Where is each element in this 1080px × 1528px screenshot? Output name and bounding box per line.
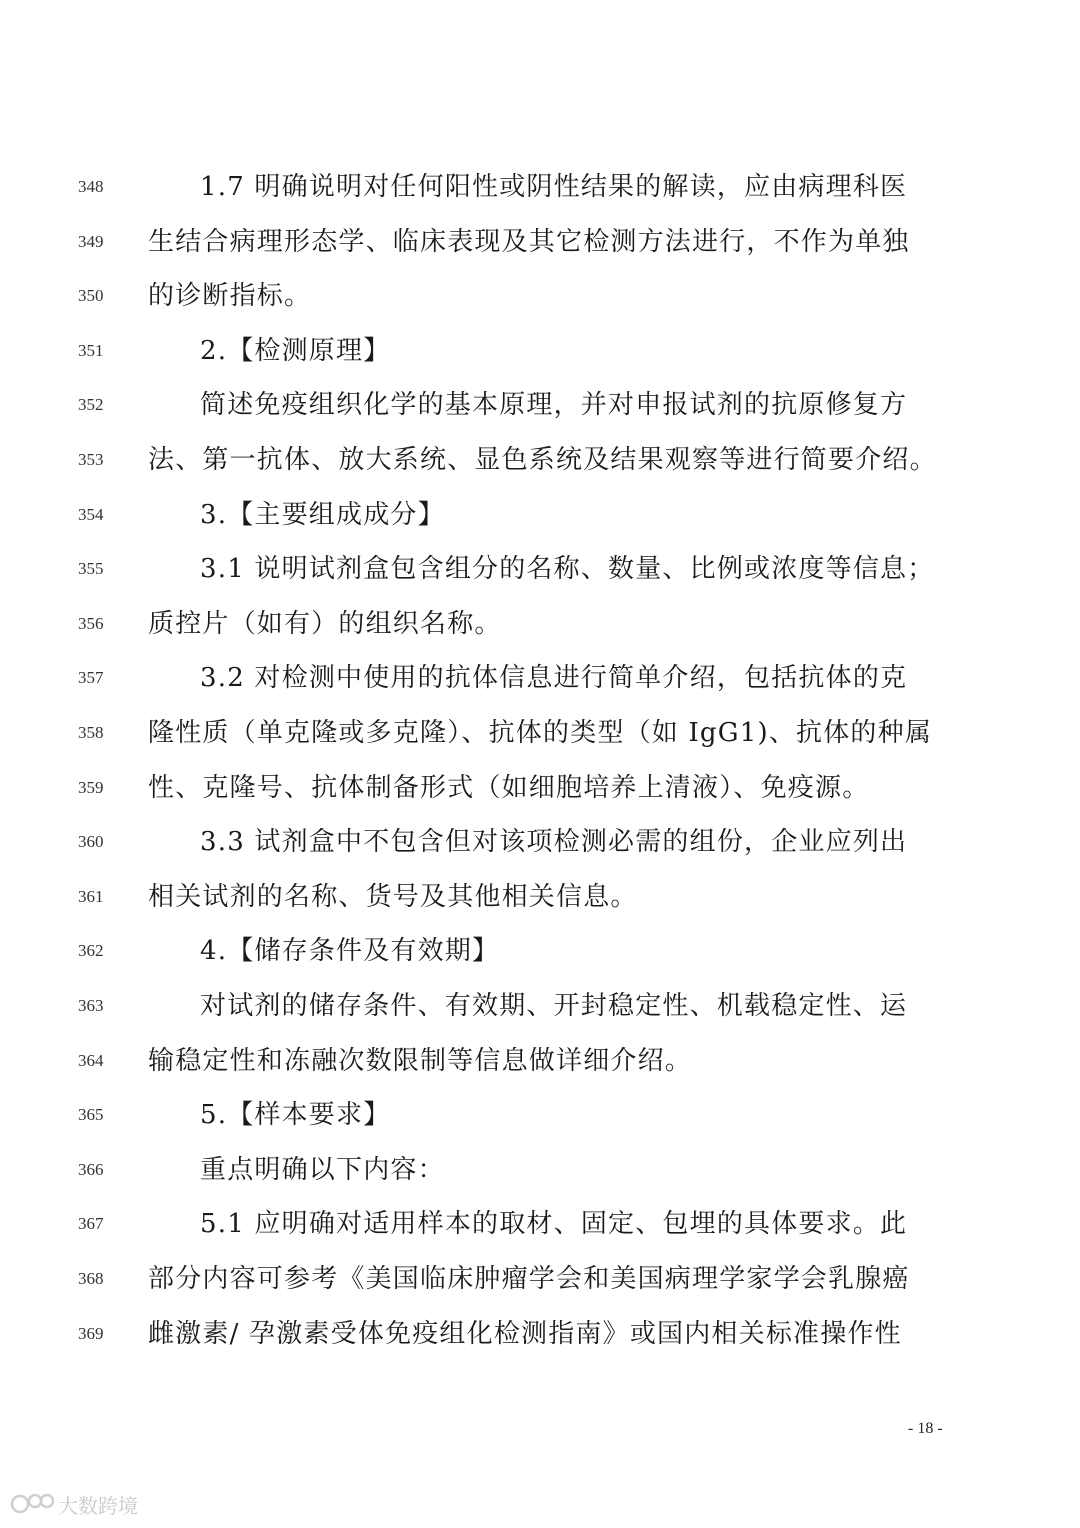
line-text: 4.【储存条件及有效期】 <box>200 936 500 967</box>
text-line <box>0 1252 1080 1306</box>
watermark-text: 大数跨境 <box>58 1493 138 1518</box>
text-line <box>0 269 1080 323</box>
line-number: 354 <box>78 504 104 524</box>
text-line <box>0 815 1080 869</box>
text-line <box>0 215 1080 269</box>
line-text: 性、克隆号、抗体制备形式（如细胞培养上清液）、免疫源。 <box>148 772 870 803</box>
line-text: 相关试剂的名称、货号及其他相关信息。 <box>148 881 638 912</box>
text-line <box>0 651 1080 705</box>
line-number: 348 <box>78 177 104 196</box>
text-line <box>0 1143 1080 1197</box>
line-text: 生结合病理形态学、临床表现及其它检测方法进行，不作为单独 <box>148 226 910 257</box>
line-number: 369 <box>78 1323 104 1343</box>
line-number: 363 <box>78 996 104 1015</box>
text-line <box>0 706 1080 760</box>
line-number: 360 <box>78 832 104 852</box>
text-line <box>0 1034 1080 1088</box>
line-number: 364 <box>78 1050 104 1070</box>
line-number: 351 <box>78 340 104 360</box>
line-text: 法、第一抗体、放大系统、显色系统及结果观察等进行简要介绍。 <box>148 445 937 475</box>
text-line <box>0 1307 1080 1361</box>
line-number: 350 <box>78 286 104 306</box>
line-number: 356 <box>78 613 104 633</box>
page-number: - 18 - <box>908 1420 943 1437</box>
line-number: 355 <box>78 559 104 579</box>
line-text: 雌激素/ 孕激素受体免疫组化检测指南》或国内相关标准操作性 <box>148 1318 902 1349</box>
text-line <box>0 1197 1080 1251</box>
line-number: 349 <box>78 231 104 251</box>
line-text: 的诊断指标。 <box>148 281 312 312</box>
line-text: 3.2 对检测中使用的抗体信息进行简单介绍，包括抗体的克 <box>200 663 908 694</box>
text-line <box>0 433 1080 487</box>
line-number: 359 <box>78 777 104 797</box>
text-line <box>0 160 1080 214</box>
line-text: 隆性质（单克隆或多克隆）、抗体的类型（如 IgG1)、抗体的种属 <box>148 718 933 748</box>
line-text: 重点明确以下内容： <box>200 1154 445 1185</box>
line-text: 5.【样本要求】 <box>200 1100 391 1131</box>
line-text: 简述免疫组织化学的基本原理，并对申报试剂的抗原修复方 <box>200 390 908 421</box>
line-number: 368 <box>78 1269 104 1288</box>
text-line <box>0 761 1080 815</box>
line-text: 部分内容可参考《美国临床肿瘤学会和美国病理学家学会乳腺癌 <box>148 1264 910 1294</box>
text-line <box>0 597 1080 651</box>
line-text: 3.3 试剂盒中不包含但对该项检测必需的组份，企业应列出 <box>200 827 908 858</box>
line-text: 质控片（如有）的组织名称。 <box>148 608 502 639</box>
text-line <box>0 1088 1080 1142</box>
text-line <box>0 979 1080 1033</box>
line-number: 367 <box>78 1214 104 1234</box>
logo-icon <box>10 1492 54 1516</box>
text-line <box>0 378 1080 432</box>
line-text: 对试剂的储存条件、有效期、开封稳定性、机载稳定性、运 <box>200 991 908 1021</box>
text-line <box>0 542 1080 596</box>
line-number: 357 <box>78 668 104 688</box>
text-line <box>0 924 1080 978</box>
line-number: 352 <box>78 395 104 415</box>
line-number: 366 <box>78 1159 104 1179</box>
line-text: 5.1 应明确对适用样本的取材、固定、包埋的具体要求。此 <box>200 1209 908 1240</box>
text-line <box>0 324 1080 378</box>
line-text: 1.7 明确说明对任何阳性或阴性结果的解读，应由病理科医 <box>200 172 908 202</box>
line-number: 353 <box>78 450 104 469</box>
text-line <box>0 870 1080 924</box>
text-line <box>0 488 1080 542</box>
line-text: 3.1 说明试剂盒包含组分的名称、数量、比例或浓度等信息； <box>200 554 935 585</box>
line-number: 365 <box>78 1105 104 1125</box>
line-number: 362 <box>78 941 104 961</box>
line-text: 2.【检测原理】 <box>200 335 391 366</box>
line-text: 输稳定性和冻融次数限制等信息做详细介绍。 <box>148 1045 693 1076</box>
line-number: 358 <box>78 723 104 742</box>
line-text: 3.【主要组成成分】 <box>200 499 445 530</box>
line-number: 361 <box>78 886 104 906</box>
watermark <box>10 1490 138 1518</box>
